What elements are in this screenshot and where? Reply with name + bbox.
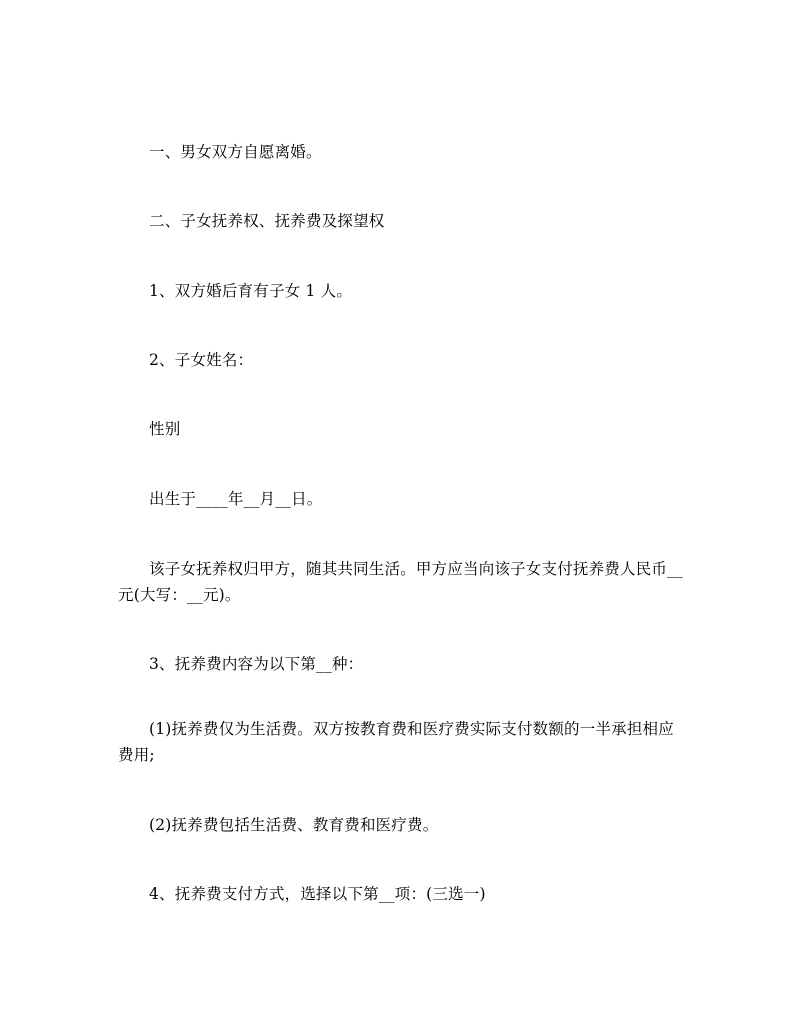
child-gender-line: 性别 [149, 420, 181, 438]
clause-3-support-content: 3、抚养费内容为以下第__种： [149, 655, 364, 673]
support-option-2: (2)抚养费包括生活费、教育费和医疗费。 [149, 816, 439, 834]
child-birth-date-line: 出生于____年__月__日。 [149, 490, 323, 508]
clause-2-2-child-name: 2、子女姓名： [149, 351, 254, 369]
clause-4-payment-method: 4、抚养费支付方式，选择以下第__项：(三选一) [149, 885, 486, 903]
clause-1-voluntary-divorce: 一、男女双方自愿离婚。 [149, 143, 322, 161]
clause-2-heading-custody: 二、子女抚养权、抚养费及探望权 [149, 212, 385, 230]
clause-2-1-children-count: 1、双方婚后育有子女 1 人。 [149, 282, 353, 300]
custody-and-support-paragraph: 该子女抚养权归甲方，随其共同生活。甲方应当向该子女支付抚养费人民币__元(大写：__元)。 [118, 560, 684, 604]
support-option-1: (1)抚养费仅为生活费。双方按教育费和医疗费实际支付数额的一半承担相应费用; [118, 720, 674, 764]
